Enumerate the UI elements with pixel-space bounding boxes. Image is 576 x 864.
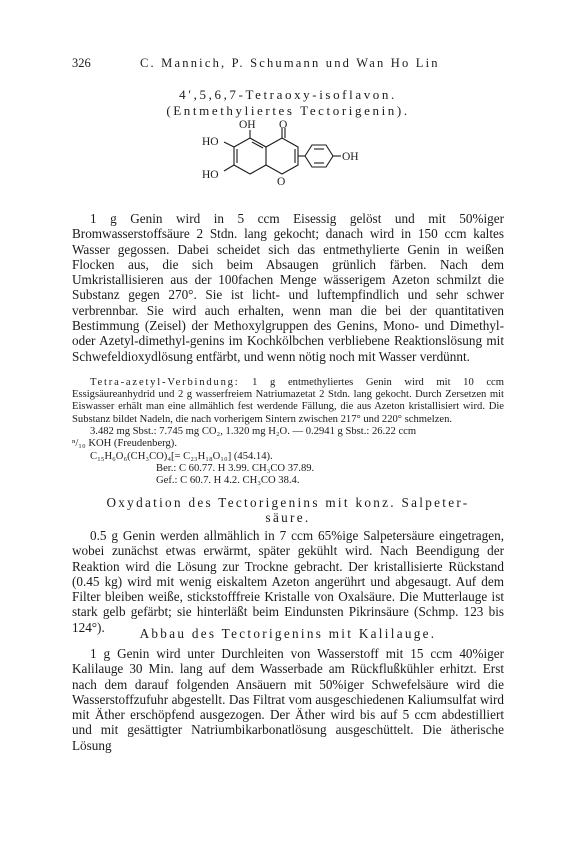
label-ho-bottom: HO (202, 169, 219, 181)
combustion-analysis-line1: 3.482 mg Sbst.: 7.745 mg CO₂, 1.320 mg H₂O. — 0.2941 g Sbst.: 26.22 ccm (90, 426, 417, 437)
page-header (72, 56, 504, 72)
tetraacetyl-text: 1 g entmethyliertes Genin wird mit 10 ccm Essigsäureanhydrid und 2 g wasserfreiem Natriumazetat 2 Stdn. lang gekocht. Durch Zersetzen mit Eiswasser erhält man eine allmählich fest werdende Fällung, die aus Azeton kristallisiert wird. Die Substanz bildet Nadeln, die nach vorherigem Sintern zwischen 217° und 220° schmelzen. (72, 377, 504, 425)
heading-oxidation-cont: säure. (265, 510, 311, 525)
heading-alkali-degradation: Abbau des Tectorigenins mit Kalilauge. (139, 626, 437, 641)
label-oh-top: OH (239, 119, 256, 131)
page-number: 326 (72, 56, 91, 70)
running-head: C. Mannich, P. Schumann und Wan Ho Lin (140, 56, 440, 70)
compound-subtitle: (Entmethyliertes Tectorigenin). (166, 103, 410, 118)
tetraacetyl-heading: Tetra-azetyl-Verbindung: (90, 377, 240, 388)
heading-oxidation: Oxydation des Tectorigenins mit konz. Salpeter- (106, 495, 470, 510)
label-oh-right: OH (342, 151, 359, 163)
combustion-analysis-line2: ⁿ/₁₀ KOH (Freudenberg). (72, 438, 177, 449)
isoflavone-structure-diagram (190, 118, 370, 198)
compound-title: 4′,5,6,7-Tetraoxy-isoflavon. (179, 87, 397, 102)
analysis-calculated: Ber.: C 60.77. H 3.99. CH₃CO 37.89. (156, 463, 315, 474)
paragraph-tetraacetyl (72, 377, 504, 426)
label-o-ring: O (277, 176, 286, 188)
paragraph-alkali-degradation: 1 g Genin wird unter Durchleiten von Wasserstoff mit 15 ccm 40%iger Kalilauge 30 Min. lang auf dem Wasserbade am Rückflußkühler erhitzt. Erst nach dem darauf folgenden Ansäuern mit 50%iger Schwefelsäure wird die Wasserstoffzufuhr abgestellt. Das Filtrat vom ausgeschiedenen Kaliumsulfat wird mit Äther erschöpfend ausgezogen. Der Äther wird bis auf 5 ccm abdestilliert und mit gesättigter Natriumbikarbonatlösung ausgeschüttelt. Die ätherische Lösung (72, 646, 504, 753)
paragraph-demethylation: 1 g Genin wird in 5 ccm Eisessig gelöst und mit 50%iger Bromwasserstoffsäure 2 Stdn. lang gekocht; danach wird in 150 ccm kaltes Wasser gegossen. Dabei scheidet sich das entmethylierte Genin in weißen Flocken aus, die sich beim Absaugen grünlich färben. Nach dem Umkristallisieren aus der 100fachen Menge wässerigem Azeton schmilzt die Substanz gegen 270°. Sie ist licht- und luftempfindlich und sehr schwer verbrennbar. Sie wird auch erhalten, wenn man die bei der quantitativen Bestimmung (Zeisel) der Methoxylgruppen des Genins, Mono- und Dimethyl- oder Azetyl-dimethyl-genins im Kochkölbchen verbliebene Reaktionslösung mit Schwefeldioxydlösung entfärbt, und wenn nötig noch mit Wasser verdünnt. (72, 211, 504, 364)
label-o-carbonyl: O (279, 119, 288, 131)
paragraph-oxidation: 0.5 g Genin werden allmählich in 7 ccm 65%ige Salpetersäure eingetragen, wobei zunächst etwas erwärmt, später gekühlt wird. Nach Beendigung der Reaktion wird die Lösung zur Trockne gebracht. Der kristallisierte Rückstand (0.45 kg) wird mit wenig eiskaltem Azeton angerührt und abgesaugt. Auf dem Filter bleiben weiße, stickstofffreie Kristalle von Oxalsäure. Die Mutterlauge ist stark gelb gefärbt; sie hinterläßt beim Eindunsten Pikrinsäure (Schmp. 123 bis 124°). (72, 528, 504, 635)
structural-formula (190, 118, 370, 198)
molecular-formula: C₁₅H₆O₆(CH₃CO)₄[= C₂₃H₁₈O₁₀] (454.14). (90, 451, 273, 462)
analysis-found: Gef.: C 60.7. H 4.2. CH₃CO 38.4. (156, 475, 300, 486)
label-ho-left: HO (202, 136, 219, 148)
